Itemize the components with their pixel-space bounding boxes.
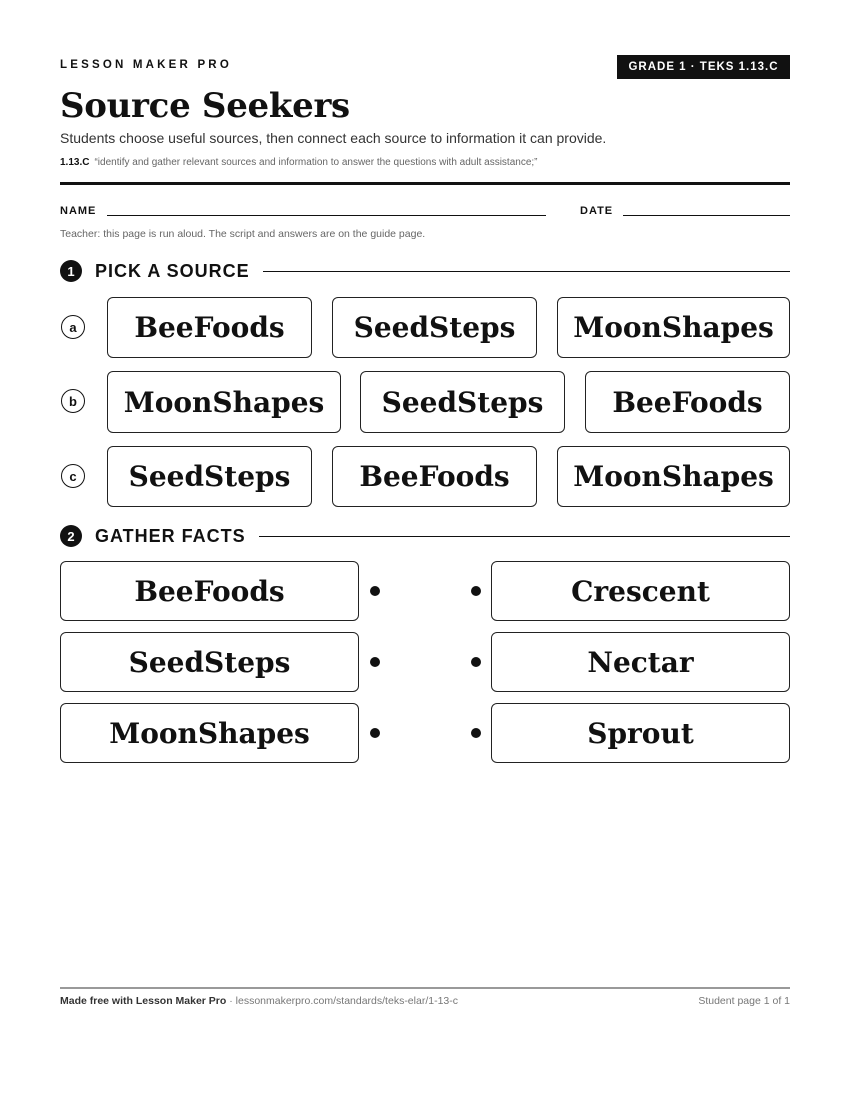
source-choice-card[interactable]: MoonShapes	[557, 446, 790, 507]
match-fact-card[interactable]: Sprout	[491, 703, 790, 763]
row-letter-a: a	[61, 315, 85, 339]
match-source-card[interactable]: BeeFoods	[60, 561, 359, 621]
match-dot-right[interactable]	[471, 586, 481, 596]
source-choice-card[interactable]: BeeFoods	[332, 446, 537, 507]
footer-url[interactable]: lessonmakerpro.com/standards/teks-elar/1-13-c	[235, 995, 458, 1007]
standard-code: 1.13.C	[60, 157, 90, 168]
section-gather-facts-header	[60, 525, 790, 547]
section-title: GATHER FACTS	[95, 525, 246, 546]
date-field[interactable]	[623, 215, 790, 216]
match-dot-right[interactable]	[471, 728, 481, 738]
footer-brand: Made free with Lesson Maker Pro	[60, 995, 227, 1007]
section-title: PICK A SOURCE	[95, 260, 250, 281]
source-choice-card[interactable]: SeedSteps	[332, 297, 537, 358]
source-choice-card[interactable]: MoonShapes	[557, 297, 790, 358]
header-divider	[60, 182, 790, 185]
row-letter-c: c	[61, 464, 85, 488]
footer-divider	[60, 987, 790, 989]
source-choice-card[interactable]: SeedSteps	[360, 371, 565, 433]
section-number: 1	[60, 260, 82, 282]
row-letter-b: b	[61, 389, 85, 413]
match-source-card[interactable]: SeedSteps	[60, 632, 359, 692]
brand-name: LESSON MAKER PRO	[60, 59, 232, 71]
match-dot-left[interactable]	[370, 728, 380, 738]
match-source-card[interactable]: MoonShapes	[60, 703, 359, 763]
match-fact-card[interactable]: Nectar	[491, 632, 790, 692]
match-dot-left[interactable]	[370, 657, 380, 667]
section-divider	[259, 536, 790, 537]
name-label: NAME	[60, 205, 97, 217]
match-dot-left[interactable]	[370, 586, 380, 596]
date-label: DATE	[580, 205, 614, 217]
footer-credit	[60, 995, 458, 1007]
page-subtitle: Students choose useful sources, then connect each source to information it can provide.	[60, 130, 607, 146]
page-title: Source Seekers	[60, 86, 350, 126]
match-fact-card[interactable]: Crescent	[491, 561, 790, 621]
section-pick-a-source-header	[60, 260, 790, 282]
section-divider	[263, 271, 790, 272]
source-choice-card[interactable]: BeeFoods	[107, 297, 312, 358]
match-dot-right[interactable]	[471, 657, 481, 667]
page-number: Student page 1 of 1	[698, 995, 790, 1007]
source-choice-card[interactable]: MoonShapes	[107, 371, 341, 433]
source-choice-card[interactable]: BeeFoods	[585, 371, 790, 433]
section-number: 2	[60, 525, 82, 547]
source-choice-card[interactable]: SeedSteps	[107, 446, 312, 507]
teacher-note: Teacher: this page is run aloud. The script and answers are on the guide page.	[60, 228, 426, 240]
name-field[interactable]	[107, 215, 546, 216]
footer-separator: ·	[226, 995, 236, 1007]
standard-text: “identify and gather relevant sources and information to answer the questions with adult assistance;”	[94, 157, 538, 168]
grade-badge: GRADE 1 · TEKS 1.13.C	[617, 55, 790, 79]
standard-line	[60, 157, 538, 168]
